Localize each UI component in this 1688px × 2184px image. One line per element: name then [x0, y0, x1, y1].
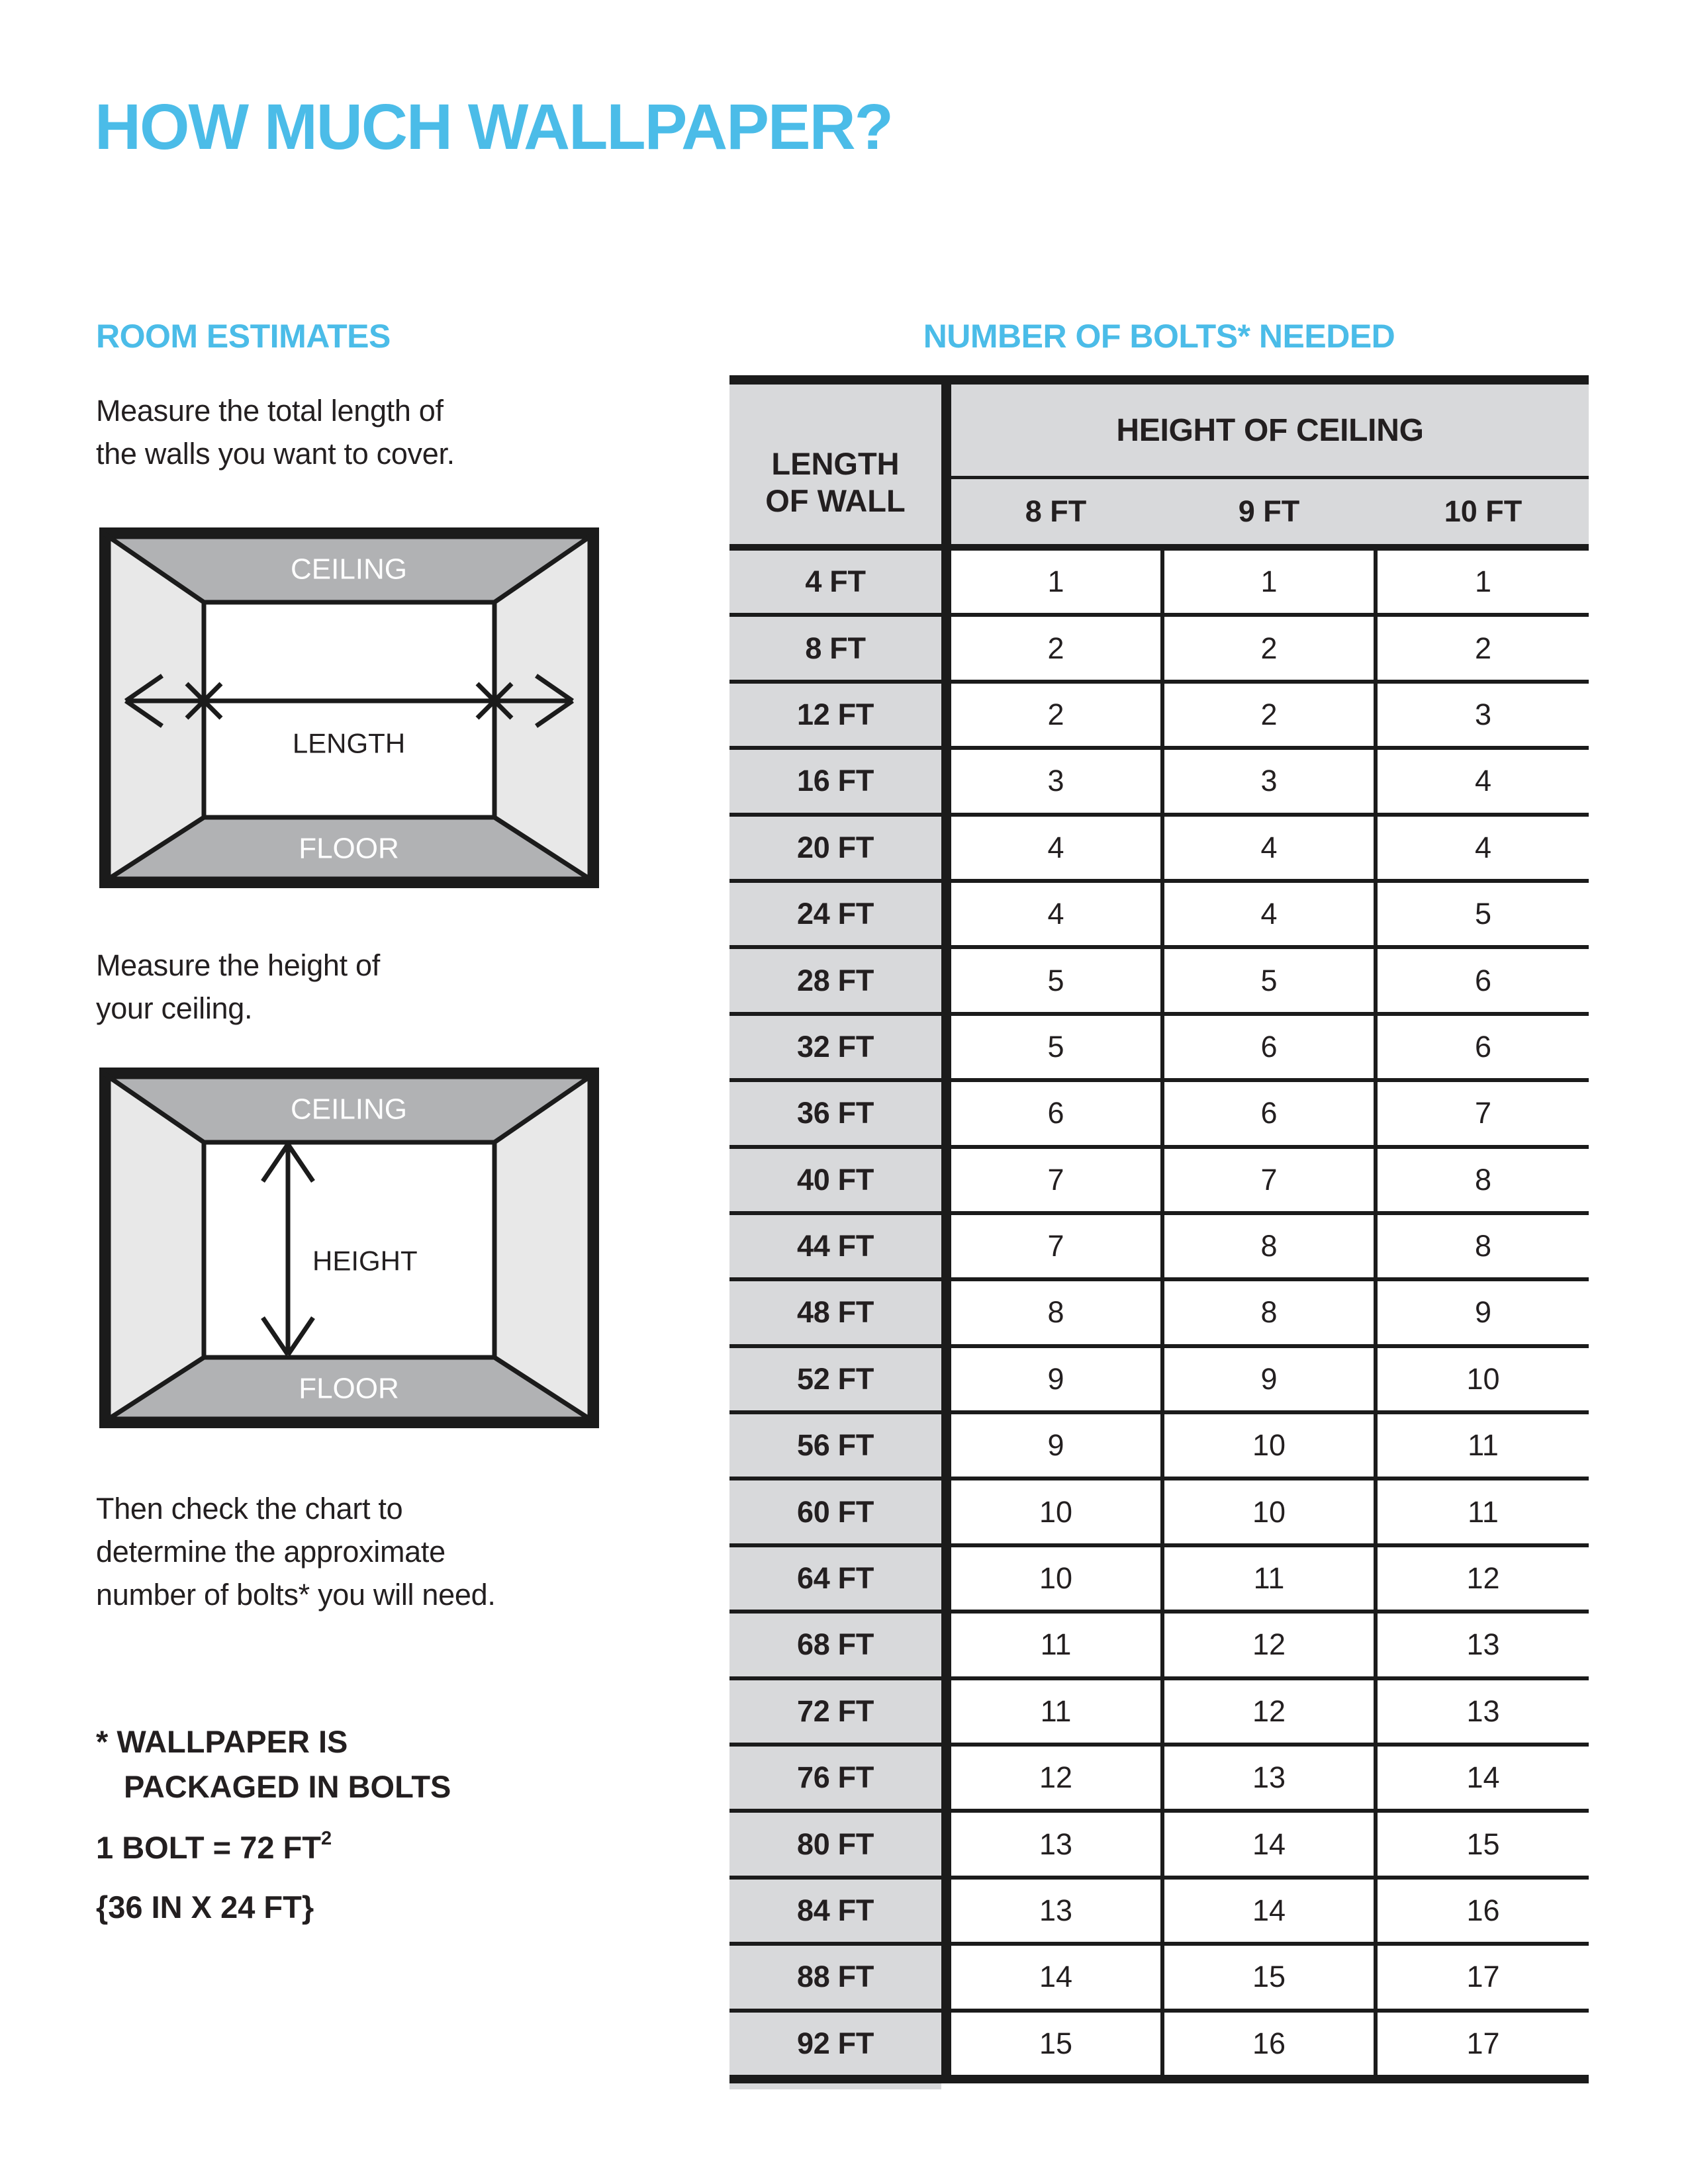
row-label-cell: 56 FT — [729, 1414, 941, 1477]
value-cell: 11 — [1378, 1414, 1589, 1477]
step2-line1: Measure the height of — [96, 948, 380, 982]
value-cell: 1 — [951, 551, 1160, 613]
value-cell: 12 — [1378, 1547, 1589, 1610]
step3-text — [96, 1487, 496, 1616]
floor-label: FLOOR — [299, 832, 399, 865]
value-cell: 11 — [1164, 1547, 1374, 1610]
value-cell: 17 — [1378, 2013, 1589, 2075]
row-label-cell: 4 FT — [729, 551, 941, 613]
table-column-divider-thick — [941, 817, 951, 879]
table-column-divider-thick — [941, 949, 951, 1011]
value-cell: 5 — [1164, 949, 1374, 1011]
row-label-cell: 20 FT — [729, 817, 941, 879]
table-row — [729, 1149, 1589, 1215]
value-cell: 9 — [1378, 1281, 1589, 1343]
value-cell: 11 — [951, 1680, 1160, 1743]
value-cell: 10 — [1164, 1414, 1374, 1477]
table-column-divider-thick — [941, 1414, 951, 1477]
table-column-divider-thick — [941, 385, 951, 544]
step1-text — [96, 389, 455, 475]
value-cell: 14 — [1378, 1747, 1589, 1809]
table-row — [729, 1480, 1589, 1547]
bolt-equation — [96, 1829, 332, 1866]
value-cell: 6 — [1164, 1082, 1374, 1144]
table-column-divider-thick — [941, 883, 951, 945]
table-header — [729, 385, 1589, 544]
value-cell: 13 — [1378, 1614, 1589, 1676]
table-column-divider-thick — [941, 750, 951, 812]
table-row — [729, 1813, 1589, 1879]
table-row — [729, 1547, 1589, 1614]
room-length-diagram — [99, 527, 599, 888]
row-label-cell: 24 FT — [729, 883, 941, 945]
room-estimates-heading: ROOM ESTIMATES — [96, 318, 391, 355]
table-column-divider-thick — [941, 684, 951, 746]
value-cell: 10 — [1378, 1348, 1589, 1410]
table-header-bottom-border — [729, 544, 1589, 551]
table-row — [729, 817, 1589, 883]
value-cell: 8 — [1378, 1149, 1589, 1211]
table-row — [729, 1281, 1589, 1347]
table-column-divider-thick — [941, 1016, 951, 1078]
table-column-divider-thick — [941, 1614, 951, 1676]
bolt-equation-main: 1 BOLT = 72 FT — [96, 1830, 321, 1865]
value-cell: 3 — [1164, 750, 1374, 812]
ceiling-height-diagram — [99, 1068, 599, 1428]
value-cell: 9 — [951, 1414, 1160, 1477]
value-cell: 3 — [1378, 684, 1589, 746]
row-label-cell: 36 FT — [729, 1082, 941, 1144]
row-label-cell: 12 FT — [729, 684, 941, 746]
value-cell: 1 — [1378, 551, 1589, 613]
table-row — [729, 1215, 1589, 1281]
value-cell: 12 — [951, 1747, 1160, 1809]
value-cell: 17 — [1378, 1946, 1589, 2008]
value-cell: 5 — [951, 1016, 1160, 1078]
bolt-dimensions: {36 IN X 24 FT} — [96, 1889, 314, 1925]
row-label-cell: 40 FT — [729, 1149, 941, 1211]
value-cell: 10 — [951, 1547, 1160, 1610]
height-of-ceiling-header: HEIGHT OF CEILING — [1116, 412, 1424, 448]
table-row — [729, 2013, 1589, 2075]
value-cell: 8 — [1378, 1215, 1589, 1277]
value-cell: 7 — [1378, 1082, 1589, 1144]
value-cell: 2 — [951, 684, 1160, 746]
step3-line1: Then check the chart to — [96, 1492, 403, 1525]
row-label-cell: 64 FT — [729, 1547, 941, 1610]
length-of-wall-header — [729, 385, 941, 544]
table-row — [729, 1747, 1589, 1813]
value-cell: 14 — [1164, 1813, 1374, 1875]
row-label-cell: 80 FT — [729, 1813, 941, 1875]
table-row — [729, 949, 1589, 1015]
table-column-divider-thick — [941, 1946, 951, 2008]
back-wall — [204, 602, 494, 817]
table-row — [729, 1082, 1589, 1148]
value-cell: 1 — [1164, 551, 1374, 613]
step2-text — [96, 944, 380, 1030]
value-cell: 3 — [951, 750, 1160, 812]
value-cell: 2 — [951, 617, 1160, 679]
table-column-divider-thick — [941, 1813, 951, 1875]
table-column-divider-thick — [941, 2013, 951, 2075]
value-cell: 4 — [951, 883, 1160, 945]
ceiling-height-subheaders — [951, 479, 1589, 544]
bolt-footnote — [96, 1719, 451, 1809]
row-label-cell: 28 FT — [729, 949, 941, 1011]
value-cell: 12 — [1164, 1680, 1374, 1743]
value-cell: 6 — [1378, 1016, 1589, 1078]
step3-line2: determine the approximate — [96, 1535, 445, 1569]
value-cell: 11 — [951, 1614, 1160, 1676]
value-cell: 9 — [951, 1348, 1160, 1410]
step2-line2: your ceiling. — [96, 991, 253, 1025]
table-row — [729, 1614, 1589, 1680]
row-label-cell: 52 FT — [729, 1348, 941, 1410]
table-shadow — [729, 2083, 941, 2089]
bolts-needed-heading: NUMBER OF BOLTS* NEEDED — [923, 318, 1395, 355]
row-label-cell: 60 FT — [729, 1480, 941, 1543]
value-cell: 7 — [951, 1215, 1160, 1277]
value-cell: 15 — [1164, 1946, 1374, 2008]
value-cell: 8 — [1164, 1281, 1374, 1343]
step1-line2: the walls you want to cover. — [96, 437, 455, 471]
value-cell: 15 — [1378, 1813, 1589, 1875]
value-cell: 2 — [1164, 617, 1374, 679]
footnote-line1: * WALLPAPER IS — [96, 1724, 348, 1759]
table-row — [729, 883, 1589, 949]
table-column-divider-thick — [941, 1547, 951, 1610]
floor-label: FLOOR — [299, 1372, 399, 1405]
row-label-cell: 72 FT — [729, 1680, 941, 1743]
value-cell: 10 — [1164, 1480, 1374, 1543]
step1-line1: Measure the total length of — [96, 394, 444, 428]
step3-line3: number of bolts* you will need. — [96, 1578, 496, 1612]
value-cell: 5 — [951, 949, 1160, 1011]
value-cell: 15 — [951, 2013, 1160, 2075]
column-header-10ft: 10 FT — [1444, 494, 1523, 528]
table-column-divider-thick — [941, 1348, 951, 1410]
table-row — [729, 1016, 1589, 1082]
value-cell: 2 — [1164, 684, 1374, 746]
table-column-divider-thick — [941, 1680, 951, 1743]
table-top-border — [729, 375, 1589, 385]
table-row — [729, 551, 1589, 617]
value-cell: 6 — [951, 1082, 1160, 1144]
table-row — [729, 750, 1589, 816]
table-row — [729, 617, 1589, 683]
ceiling-label: CEILING — [290, 553, 408, 586]
table-column-divider-thick — [941, 1215, 951, 1277]
value-cell: 7 — [1164, 1149, 1374, 1211]
page-title: HOW MUCH WALLPAPER? — [95, 91, 892, 163]
value-cell: 13 — [951, 1813, 1160, 1875]
length-of-wall-line2: OF WALL — [765, 483, 906, 518]
table-row — [729, 1414, 1589, 1480]
value-cell: 14 — [951, 1946, 1160, 2008]
value-cell: 4 — [951, 817, 1160, 879]
table-bottom-border — [729, 2075, 1589, 2083]
value-cell: 9 — [1164, 1348, 1374, 1410]
value-cell: 13 — [1164, 1747, 1374, 1809]
bolts-table — [729, 375, 1589, 2089]
value-cell: 5 — [1378, 883, 1589, 945]
table-column-divider-thick — [941, 1149, 951, 1211]
column-header-9ft: 9 FT — [1238, 494, 1300, 528]
value-cell: 16 — [1378, 1880, 1589, 1942]
table-row — [729, 1348, 1589, 1414]
value-cell: 8 — [1164, 1215, 1374, 1277]
table-row — [729, 684, 1589, 750]
row-label-cell: 76 FT — [729, 1747, 941, 1809]
bolt-equation-superscript: 2 — [320, 1828, 332, 1849]
value-cell: 6 — [1378, 949, 1589, 1011]
value-cell: 6 — [1164, 1016, 1374, 1078]
column-header-8ft: 8 FT — [1025, 494, 1087, 528]
value-cell: 10 — [951, 1480, 1160, 1543]
table-column-divider-thick — [941, 1082, 951, 1144]
length-label: LENGTH — [292, 727, 406, 759]
table-row — [729, 1680, 1589, 1747]
table-body — [729, 551, 1589, 2075]
footnote-line2: PACKAGED IN BOLTS — [124, 1769, 451, 1804]
row-label-cell: 84 FT — [729, 1880, 941, 1942]
value-cell: 8 — [951, 1281, 1160, 1343]
row-label-cell: 68 FT — [729, 1614, 941, 1676]
ceiling-label: CEILING — [290, 1093, 408, 1126]
table-column-divider-thick — [941, 1880, 951, 1942]
value-cell: 14 — [1164, 1880, 1374, 1942]
value-cell: 13 — [951, 1880, 1160, 1942]
value-cell: 4 — [1164, 817, 1374, 879]
height-of-ceiling-header-group — [951, 385, 1589, 544]
table-column-divider-thick — [941, 1747, 951, 1809]
row-label-cell: 44 FT — [729, 1215, 941, 1277]
table-row — [729, 1946, 1589, 2012]
value-cell: 16 — [1164, 2013, 1374, 2075]
table-row — [729, 1880, 1589, 1946]
value-cell: 13 — [1378, 1680, 1589, 1743]
table-column-divider-thick — [941, 551, 951, 613]
row-label-cell: 88 FT — [729, 1946, 941, 2008]
length-of-wall-line1: LENGTH — [771, 446, 900, 481]
height-label: HEIGHT — [312, 1245, 418, 1277]
value-cell: 2 — [1378, 617, 1589, 679]
value-cell: 11 — [1378, 1480, 1589, 1543]
value-cell: 12 — [1164, 1614, 1374, 1676]
table-column-divider-thick — [941, 617, 951, 679]
value-cell: 4 — [1378, 817, 1589, 879]
value-cell: 4 — [1164, 883, 1374, 945]
value-cell: 4 — [1378, 750, 1589, 812]
value-cell: 7 — [951, 1149, 1160, 1211]
row-label-cell: 92 FT — [729, 2013, 941, 2075]
table-column-divider-thick — [941, 1281, 951, 1343]
row-label-cell: 48 FT — [729, 1281, 941, 1343]
table-column-divider-thick — [941, 1480, 951, 1543]
row-label-cell: 16 FT — [729, 750, 941, 812]
row-label-cell: 8 FT — [729, 617, 941, 679]
row-label-cell: 32 FT — [729, 1016, 941, 1078]
